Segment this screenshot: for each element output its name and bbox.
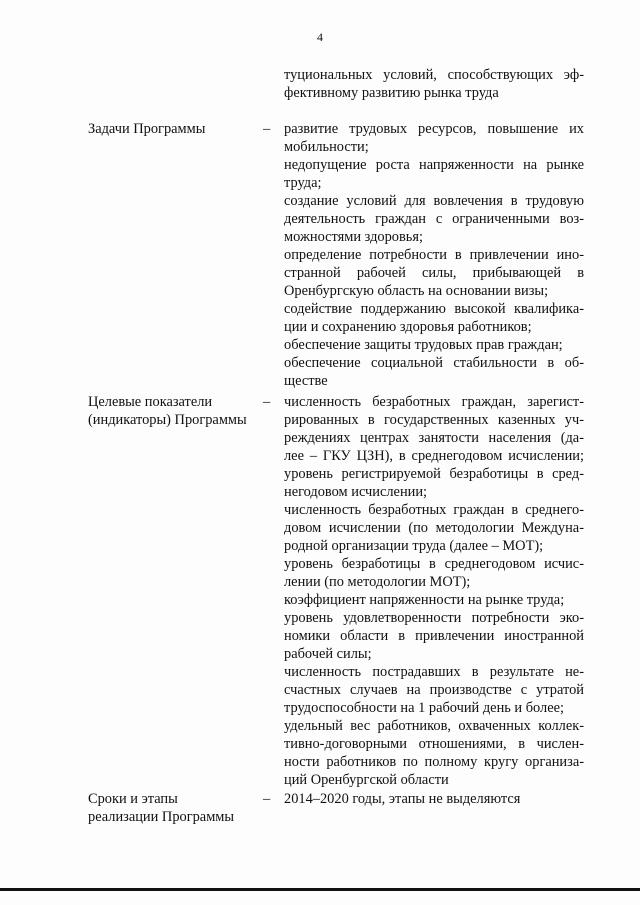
text-line: реждениях центрах занятости населения (да-: [284, 430, 584, 446]
text-line: численность пострадавших в результате не-: [284, 664, 584, 680]
dash-separator: –: [263, 791, 271, 807]
text-line: ности работников по полному кругу организа-: [284, 754, 584, 770]
dash-separator: –: [263, 394, 271, 410]
text-line: недопущение роста напряженности на рынке: [284, 157, 584, 173]
text-line: обеспечение социальной стабильности в об-: [284, 355, 584, 371]
text-line: тивно-договорными отношениями, в числен-: [284, 736, 584, 752]
text-line: численность безработных граждан, зарегист-: [284, 394, 584, 410]
text-line: создание условий для вовлечения в трудовую: [284, 193, 584, 209]
section-items: [284, 790, 584, 808]
text-line: трудоспособности на 1 рабочий день и более;: [284, 700, 565, 716]
text-line: счастных случаев на производстве с утратой: [284, 682, 584, 698]
text-line: Оренбургскую область на основании визы;: [284, 283, 549, 299]
text-line: мобильности;: [284, 139, 369, 155]
text-line: странной рабочей силы, прибывающей в: [284, 265, 584, 281]
text-line: лее – ГКУ ЦЗН), в среднегодовом исчислении;: [284, 448, 584, 464]
text-line: рабочей силы;: [284, 646, 372, 662]
text-line: ций Оренбургской области: [284, 772, 449, 788]
text-line: деятельность граждан с ограниченными воз-: [284, 211, 584, 227]
text-line: ществе: [284, 373, 328, 389]
text-line: удельный вес работников, охваченных коллек-: [284, 718, 584, 734]
text-line: 2014–2020 годы, этапы не выделяются: [284, 791, 521, 807]
label-line: (индикаторы) Программы: [88, 412, 247, 428]
text-line: содействие поддержанию высокой квалифика-: [284, 301, 584, 317]
text-line: развитие трудовых ресурсов, повышение их: [284, 121, 584, 137]
label-line: Целевые показатели: [88, 394, 213, 410]
continuation-text: [284, 66, 584, 102]
text-line: уровень безработицы в среднегодовом исчис-: [284, 556, 584, 572]
text-line: родной организации труда (далее – МОТ);: [284, 538, 544, 554]
text-line: негодовом исчислении;: [284, 484, 428, 500]
page-number: 4: [317, 30, 323, 44]
label-line: реализации Программы: [88, 809, 235, 825]
text-line: численность безработных граждан в среднего-: [284, 502, 584, 518]
text-line: рированных в государственных казенных уч-: [284, 412, 584, 428]
label-line: Задачи Программы: [88, 121, 206, 137]
text-line: труда;: [284, 175, 322, 191]
section-items: [284, 393, 584, 789]
text-line: лении (по методологии МОТ);: [284, 574, 471, 590]
text-line: уровень регистрируемой безработицы в сред-: [284, 466, 584, 482]
text-line: обеспечение защиты трудовых прав граждан;: [284, 337, 563, 353]
bottom-rule: [0, 888, 640, 891]
text-line: туциональных условий, способствующих эф-: [284, 67, 584, 83]
text-line: номики области в привлечении иностранной: [284, 628, 584, 644]
section-items: [284, 120, 584, 390]
text-line: фективному развитию рынка труда: [284, 85, 499, 101]
text-line: коэффициент напряженности на рынке труда;: [284, 592, 565, 608]
dash-separator: –: [263, 121, 271, 137]
label-line: Сроки и этапы: [88, 791, 178, 807]
text-line: определение потребности в привлечении ино-: [284, 247, 584, 263]
section-label: [88, 393, 258, 429]
text-line: довом исчислении (по методологии Междуна-: [284, 520, 584, 536]
text-line: уровень удовлетворенности потребности эко-: [284, 610, 584, 626]
section-label: [88, 120, 258, 138]
section-label: [88, 790, 258, 826]
text-line: ции и сохранению здоровья работников;: [284, 319, 532, 335]
text-line: можностями здоровья;: [284, 229, 423, 245]
